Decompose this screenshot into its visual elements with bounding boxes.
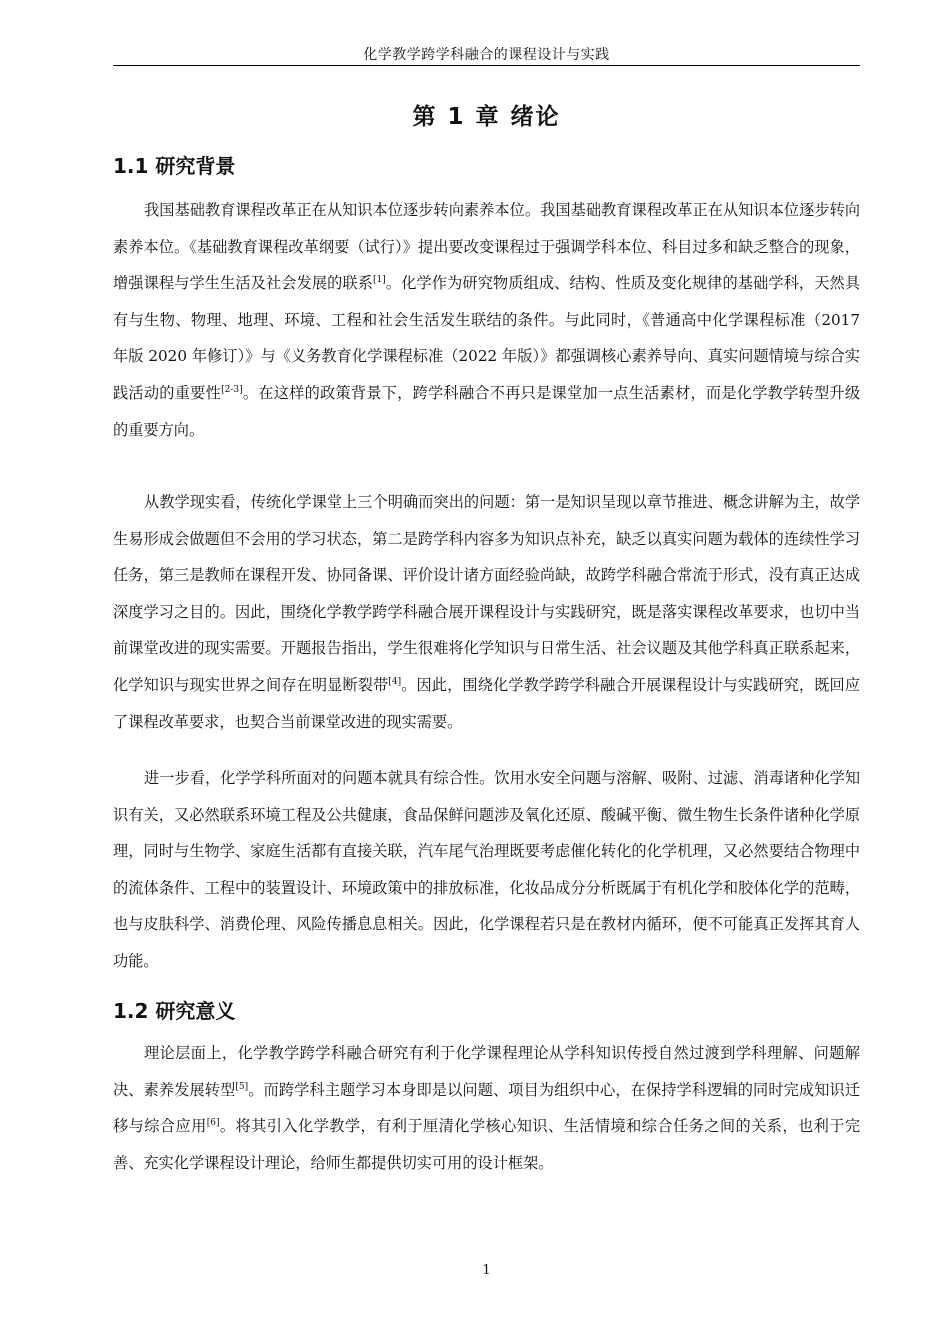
paragraph-significance-1 xyxy=(113,1035,860,1181)
chapter-title: 第 1 章 绪论 xyxy=(412,104,561,130)
paragraph-text: 。而跨学科主题学习本身即是以问题、项目为组织中心，在保持学科逻辑的同时完成知识迁移与综合应用 xyxy=(113,1080,860,1136)
citation-marker: [4] xyxy=(388,676,402,687)
paragraph-text: 。在这样的政策背景下，跨学科融合不再只是课堂加一点生活素材，而是化学教学转型升级的重要方向。 xyxy=(113,383,861,439)
citation-marker: [6] xyxy=(206,1118,220,1129)
citation-marker: [1] xyxy=(373,275,386,286)
section-heading-1-1: 1.1 研究背景 xyxy=(113,154,236,178)
paragraph-text: 。因此，围绕化学教学跨学科融合开展课程设计与实践研究，既回应了课程改革要求，也契合当前课堂改进的现实需要。 xyxy=(113,675,860,731)
paragraph-background-3 xyxy=(113,760,860,980)
section-heading-1-2: 1.2 研究意义 xyxy=(113,999,236,1023)
citation-marker: [2-3] xyxy=(221,384,243,395)
citation-marker: [5] xyxy=(235,1081,249,1092)
paragraph-text: 。化学作为研究物质组成、结构、性质及变化规律的基础学科，天然具有与生物、物理、地理、环境、工程和社会生活发生联结的条件。与此同时，《普通高中化学课程标准（2017 年版 2020 年修订）》与《义务教育化学课程标准（2022 年版）》都强调核心素养导向、真实问题情境与综合实践活动的重要性 xyxy=(113,274,860,402)
paragraph-background-2 xyxy=(113,484,860,740)
paragraph-text: 进一步看，化学学科所面对的问题本就具有综合性。饮用水安全问题与溶解、吸附、过滤、消毒诸种化学知识有关，又必然联系环境工程及公共健康，食品保鲜问题涉及氧化还原、酸碱平衡、微生物生长条件诸种化学原理，同时与生物学、家庭生活都有直接关联，汽车尾气治理既要考虑催化转化的化学机理，又必然要结合物理中的流体条件、工程中的装置设计、环境政策中的排放标准，化妆品成分分析既属于有机化学和胶体化学的范畴，也与皮肤科学、消费伦理、风险传播息息相关。因此，化学课程若只是在教材内循环，便不可能真正发挥其育人功能。 xyxy=(113,769,860,970)
page-number: 1 xyxy=(482,1263,491,1278)
paragraph-background-1 xyxy=(113,192,860,448)
running-header: 化学教学跨学科融合的课程设计与实践 xyxy=(363,47,610,63)
paragraph-text: 。将其引入化学教学，有利于厘清化学核心知识、生活情境和综合任务之间的关系，也利于完善、充实化学课程设计理论，给师生都提供切实可用的设计框架。 xyxy=(113,1117,861,1172)
paragraph-text: 从教学现实看，传统化学课堂上三个明确而突出的问题：第一是知识呈现以章节推进、概念讲解为主，故学生易形成会做题但不会用的学习状态，第二是跨学科内容多为知识点补充，缺乏以真实问题为载体的连续性学习任务，第三是教师在课程开发、协同备课、评价设计诸方面经验尚缺，故跨学科融合常流于形式，没有真正达成深度学习之目的。因此，围绕化学教学跨学科融合展开课程设计与实践研究，既是落实课程改革要求，也切中当前课堂改进的现实需要。开题报告指出，学生很难将化学知识与日常生活、社会议题及其他学科真正联系起来，化学知识与现实世界之间存在明显断裂带 xyxy=(113,493,860,694)
paragraph-text: 我国基础教育课程改革正在从知识本位逐步转向素养本位。我国基础教育课程改革正在从知识本位逐步转向素养本位。《基础教育课程改革纲要（试行）》提出要改变课程过于强调学科本位、科目过多和缺乏整合的现象，增强课程与学生生活及社会发展的联系 xyxy=(113,201,860,293)
paragraph-text: 理论层面上，化学教学跨学科融合研究有利于化学课程理论从学科知识传授自然过渡到学科理解、问题解决、素养发展转型 xyxy=(113,1044,860,1099)
header-divider xyxy=(113,65,860,66)
